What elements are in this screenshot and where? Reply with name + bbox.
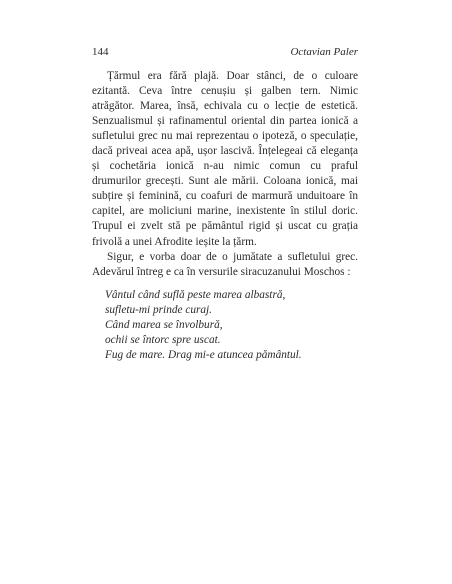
page-body [92, 69, 358, 363]
running-header [92, 46, 358, 60]
paragraph: Țărmul era fără plajă. Doar stânci, de o culoare ezitantă. Ceva între cenușiu și galben tern. Nimic atrăgător. Marea, însă, echivala cu o lecție de estetică. Senzualismul și rafinamentul oriental din partea ionică a sufletului grec nu mai reprezentau o ipoteză, o speculație, dacă priveai acea apă, ușor lascivă. Înțelegeai că eleganța și cochetăria ionică n-au nimic comun cu praful drumurilor grecești. Sunt ale mării. Coloana ionică, mai subțire și feminină, cu coafuri de marmură unduitoare în capitel, are moliciuni marine, inexistente în stilul doric. Trupul ei zvelt stă pe pământul rigid și uscat cu grația frivolă a unei Afrodite ieșite la țărm. [92, 70, 358, 248]
page-number: 144 [92, 46, 109, 58]
poem-line: Fug de mare. Drag mi-e atuncea pământul. [105, 348, 302, 361]
poem-line: sufletu-mi prinde curaj. [105, 303, 212, 316]
paragraph: Sigur, e vorba doar de o jumătate a sufletului grec. Adevărul întreg e ca în versurile siracuzanului Moschos : [92, 250, 358, 278]
poem-quote [105, 288, 358, 363]
poem-line: Când marea se învolbură, [105, 318, 223, 331]
running-header-author: Octavian Paler [290, 46, 358, 58]
poem-line: Vântul când suflă peste marea albastră, [105, 288, 286, 301]
poem-line: ochii se întorc spre uscat. [105, 333, 221, 346]
